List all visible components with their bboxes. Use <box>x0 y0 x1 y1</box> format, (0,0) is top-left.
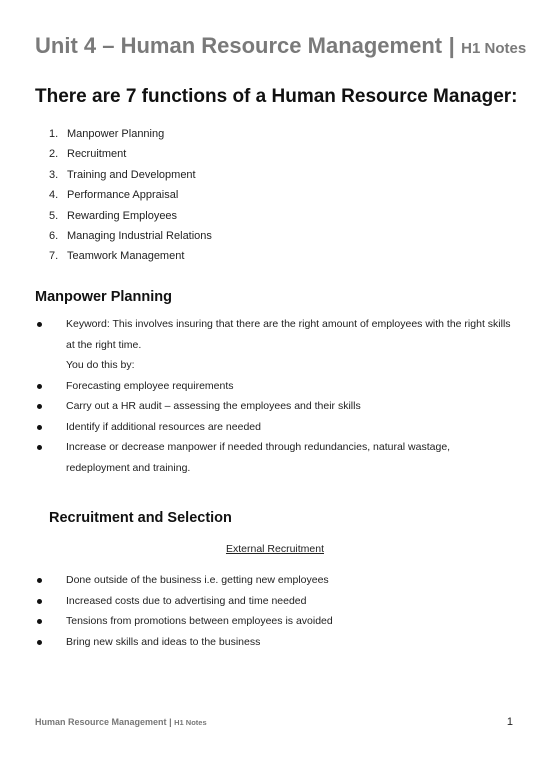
list-number: 5. <box>49 209 59 222</box>
page-number: 1 <box>506 716 513 728</box>
page-header <box>35 33 526 59</box>
list-item-text: Managing Industrial Relations <box>67 229 212 242</box>
list-item: Bring new skills and ideas to the business <box>36 632 516 653</box>
page-title: Unit 4 – Human Resource Management <box>35 33 443 58</box>
external-recruitment-subheading: External Recruitment <box>225 543 325 555</box>
list-item: Identify if additional resources are needed <box>36 417 516 438</box>
list-item-text: Training and Development <box>67 168 196 181</box>
keyword-bullet: Keyword: This involves insuring that there are the right amount of employees with the right skills at the right time. <box>36 314 516 355</box>
list-number: 4. <box>49 189 59 202</box>
manpower-list <box>36 314 516 478</box>
list-item: Forecasting employee requirements <box>36 376 516 397</box>
list-number: 3. <box>49 168 59 181</box>
list-item: Increase or decrease manpower if needed through redundancies, natural wastage, redeployment and training. <box>36 437 516 478</box>
list-item-text: Teamwork Management <box>67 250 185 263</box>
list-item <box>49 144 212 164</box>
list-item: Done outside of the business i.e. getting new employees <box>36 570 516 591</box>
manpower-heading: Manpower Planning <box>35 289 172 305</box>
footer-subtitle: H1 Notes <box>174 718 207 727</box>
list-item <box>49 226 212 246</box>
list-item <box>49 124 212 144</box>
list-number: 1. <box>49 128 59 140</box>
list-number: 6. <box>49 229 59 242</box>
page-subtitle: H1 Notes <box>461 40 527 57</box>
footer-title: Human Resource Management <box>35 717 167 727</box>
footer-separator: | <box>169 717 172 727</box>
you-do-text: You do this by: <box>66 359 135 371</box>
list-item-text: Recruitment <box>67 148 127 161</box>
header-separator: | <box>448 33 455 58</box>
list-item: Tensions from promotions between employees is avoided <box>36 611 516 632</box>
list-item <box>49 206 212 226</box>
recruitment-list <box>36 570 516 652</box>
functions-list <box>49 124 212 267</box>
list-number: 7. <box>49 250 59 263</box>
list-number: 2. <box>49 148 59 161</box>
intro-heading: There are 7 functions of a Human Resource Manager: <box>35 86 518 107</box>
list-item <box>49 246 212 266</box>
list-item: Increased costs due to advertising and time needed <box>36 591 516 612</box>
recruitment-heading: Recruitment and Selection <box>49 510 232 526</box>
list-item <box>49 165 212 185</box>
list-item-text: Manpower Planning <box>67 128 165 140</box>
page-footer <box>35 717 207 727</box>
list-item-text: Rewarding Employees <box>67 209 178 222</box>
list-item: Carry out a HR audit – assessing the employees and their skills <box>36 396 516 417</box>
list-item-text: Performance Appraisal <box>67 189 179 202</box>
list-item <box>49 185 212 205</box>
